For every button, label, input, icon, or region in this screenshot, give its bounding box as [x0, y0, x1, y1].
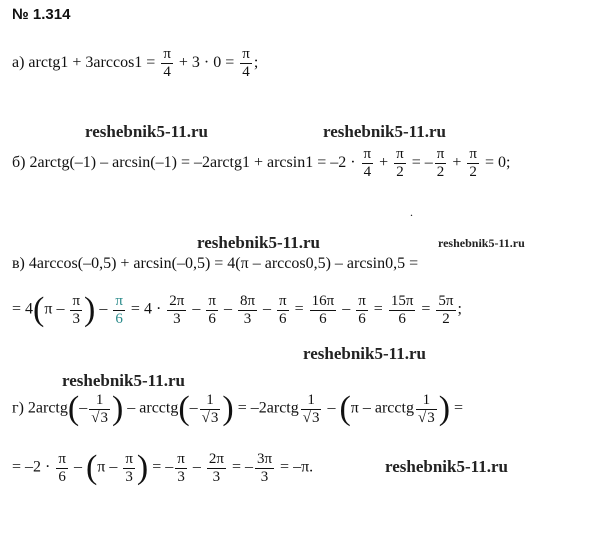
- fraction: $\frac{16\pi}{6}$: [311, 292, 335, 327]
- text-part: ;: [253, 54, 259, 72]
- right-paren: ): [111, 390, 124, 427]
- fraction: $\frac{15\pi}{6}$: [390, 292, 414, 327]
- text-part: –: [219, 300, 236, 318]
- text-part: =: [290, 300, 308, 318]
- text-part: =: [450, 399, 464, 417]
- watermark: reshebnik5-11.ru: [385, 457, 508, 476]
- text-part: π –: [97, 458, 122, 476]
- text-part: а) arctg1 + 3arccos1 =: [12, 54, 160, 72]
- watermark: reshebnik5-11.ru: [197, 233, 320, 252]
- dot-mark: .: [410, 205, 413, 219]
- fraction: $\frac{1}{√3}$: [201, 391, 219, 426]
- text-part: = –2arctg: [233, 399, 299, 417]
- solution-line-v2: [12, 293, 462, 327]
- fraction: $\frac{\pi}{3}$: [125, 450, 133, 485]
- solution-line-a: [12, 47, 258, 80]
- watermark: reshebnik5-11.ru: [85, 122, 208, 141]
- left-paren: (: [85, 449, 98, 486]
- fraction: $\frac{\pi}{2}$: [396, 146, 404, 180]
- watermark: reshebnik5-11.ru: [303, 344, 426, 363]
- right-paren: ): [84, 291, 96, 328]
- fraction: $\frac{\pi}{3}$: [72, 292, 81, 327]
- fraction: $\frac{8\pi}{3}$: [239, 292, 256, 327]
- text-part: =: [369, 300, 387, 318]
- fraction: $\frac{\pi}{2}$: [436, 146, 445, 180]
- fraction: $\frac{5\pi}{2}$: [438, 292, 454, 327]
- left-paren: (: [178, 390, 190, 427]
- solution-line-b: [12, 147, 510, 180]
- fraction: $\frac{\pi}{6}$: [279, 292, 287, 327]
- text-part: –: [188, 300, 205, 318]
- fraction: $\frac{\pi}{6}$: [208, 292, 216, 327]
- minus-sign: –: [79, 399, 88, 417]
- text-part: = –: [148, 458, 174, 476]
- text-part: π – arcctg: [350, 399, 414, 417]
- text-part: +: [448, 154, 466, 172]
- right-paren: ): [222, 390, 234, 427]
- fraction: $\frac{2\pi}{3}$: [169, 292, 185, 327]
- right-paren: ): [438, 390, 451, 427]
- text-part: + 3 · 0 =: [174, 54, 239, 72]
- left-paren: (: [339, 390, 351, 427]
- solution-line-v1: в) 4arccos(–0,5) + arcsin(–0,5) = 4(π – arccos0,5) – arcsin0,5 =: [12, 255, 419, 272]
- fraction: $\frac{2\pi}{3}$: [208, 450, 224, 485]
- text-part: –: [338, 300, 355, 318]
- text-part: = –: [227, 458, 253, 476]
- text-part: = 4: [12, 300, 34, 318]
- fraction: $\frac{\pi}{6}$: [358, 292, 366, 327]
- left-paren: (: [33, 291, 45, 328]
- text-part: = –π.: [276, 458, 314, 476]
- text-part: = 0;: [480, 154, 511, 172]
- fraction: $\frac{\pi}{3}$: [177, 450, 185, 485]
- fraction: $\frac{\pi}{6}$: [58, 450, 66, 485]
- text-part: = –: [407, 154, 433, 172]
- watermark: reshebnik5-11.ru: [438, 236, 525, 250]
- text-part: =: [417, 300, 435, 318]
- right-paren: ): [136, 449, 149, 486]
- text-part: –: [69, 458, 86, 476]
- left-paren: (: [67, 390, 80, 427]
- fraction: $\frac{1}{√3}$: [91, 391, 108, 426]
- text-part: –: [323, 399, 340, 417]
- text-part: π –: [44, 300, 69, 318]
- watermark: reshebnik5-11.ru: [323, 122, 446, 141]
- watermark: reshebnik5-11.ru: [62, 371, 185, 390]
- text-part: = 4 ·: [126, 300, 166, 318]
- text-part: г) 2arctg: [12, 399, 68, 417]
- text-part: – arcctg: [123, 399, 179, 417]
- fraction: $\frac{\pi}{4}$: [242, 46, 250, 80]
- fraction: $\frac{\pi}{4}$: [363, 146, 372, 180]
- minus-sign: –: [189, 399, 198, 417]
- text-part: +: [375, 154, 393, 172]
- text-part: –: [188, 458, 205, 476]
- text-part: –: [259, 300, 276, 318]
- problem-number: № 1.314: [12, 6, 71, 23]
- fraction: $\frac{1}{√3}$: [417, 391, 435, 426]
- text-part: –: [95, 300, 112, 318]
- fraction: $\frac{\pi}{4}$: [163, 46, 171, 80]
- fraction: $\frac{\pi}{6}$: [115, 292, 123, 327]
- fraction: $\frac{1}{√3}$: [302, 391, 320, 426]
- solution-line-g2: [12, 451, 313, 485]
- solution-line-g1: [12, 392, 463, 426]
- fraction: $\frac{3\pi}{3}$: [256, 450, 273, 485]
- fraction: $\frac{\pi}{2}$: [469, 146, 477, 180]
- text-part: б) 2arctg(–1) – arcsin(–1) = –2arctg1 + arcsin1 = –2 ·: [12, 154, 360, 172]
- text-part: = –2 ·: [12, 458, 55, 476]
- text-part: ;: [457, 300, 462, 318]
